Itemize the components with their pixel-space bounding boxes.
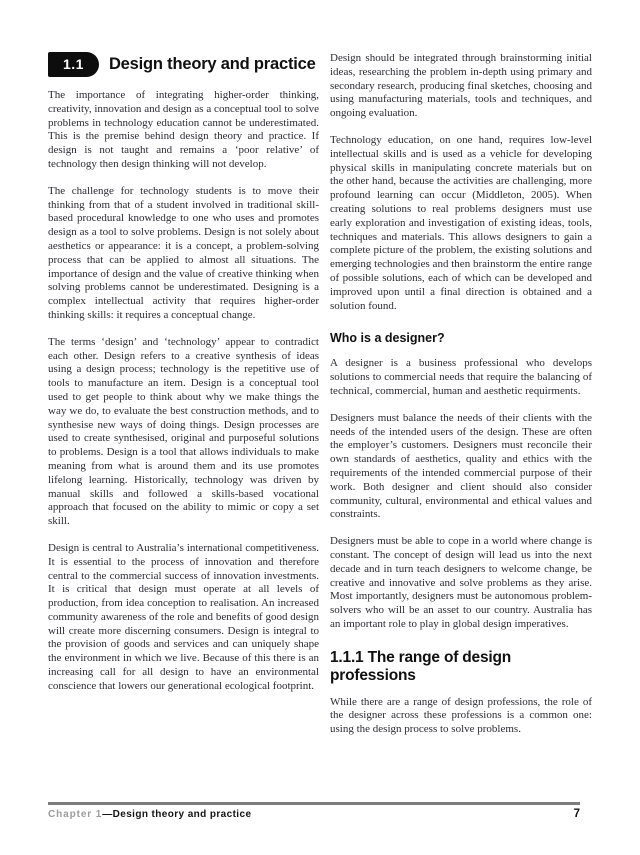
subheading-who-is-a-designer: Who is a designer? [330,331,445,346]
footer [48,808,580,820]
footer-chapter-title: Design theory and practice [112,809,252,820]
paragraph: Design should be integrated through brainstorming initial ideas, researching the problem in-depth using primary and secondary research, producing final sketches, choosing and using manufacturing materials, tools and techniques, and ongoing evaluation. [330,52,592,120]
paragraph: A designer is a business professional who develops solutions to commercial needs that require the balancing of technical, commercial, human and aesthetic requirments. [330,357,592,397]
paragraph: The challenge for technology students is to move their thinking from that of a student involved in traditional skill-based procedural knowledge to one who uses and promotes design as a tool to solve problems. Design is not solely about aesthetics or appearance: it is a concept, a problem-solving process that can be applied to almost all situations. The importance of design and the value of creative thinking when solving problems cannot be underestimated. Designing is a complex intellectual activity that requires higher-order thinking skills: it requires a conceptual change. [48,184,319,321]
paragraph: Designers must be able to cope in a world where change is constant. The concept of design will lead us into the next decade and in turn teach designers to welcome change, be creative and innovative and solve problems as they arise. Most importantly, designers must be autonomous problem-solvers who will be an asset to our country. Australia has an important role to play in global design imperatives. [330,535,592,630]
paragraph: Technology education, on one hand, requires low-level intellectual skills and is used as a vehicle for developing physical skills in manipulating concrete materials but on the other hand, because the activities are challenging, more profound learning can occur (Middleton, 2005). When creating solutions to real problems designers must use early exploration and investigation of existing ideas, tools, techniques and materials. This allows designers to gain a complete picture of the problem, the existing solutions and emerging technologies and then brainstorm the entire range of possible solutions, each of which can be developed and improved upon until a final direction is obtained and a solution found. [330,133,592,312]
left-column [48,52,319,707]
paragraph: While there are a range of design professions, the role of the designer across these professions is a common one: using the design process to solve problems. [330,695,592,736]
section-title: Design theory and practice [108,55,316,73]
footer-page-number: 7 [573,808,580,820]
right-column [330,52,592,750]
footer-chapter-reference [48,809,251,820]
footer-rule [48,802,580,805]
paragraph: Designers must balance the needs of their clients with the needs of the intended users of the design. These are often the employer’s customers. Designers must reconcile their own standards of aesthetics, quality and ethics with the requirements of the intended commercial purpose of their work. Both designer and client should also consider community, cultural, environmental and ethical values and constraints. [330,411,592,521]
section-number-badge: 1.1 [48,52,99,77]
footer-chapter-label: Chapter 1 [48,809,103,820]
footer-separator: — [102,809,113,820]
paragraph: The importance of integrating higher-order thinking, creativity, innovation and design as a conceptual tool to solve problems in technology education cannot be underestimated. This is the premise behind design theory and practice. If design is not taught and remains a ‘poor relative’ of technology then design thinking will not develop. [48,89,319,170]
heading-1-1-1-range-of-design-professions: 1.1.1 The range of design professions [330,648,512,684]
paragraph: Design is central to Australia’s international competitiveness. It is essential to the process of innovation and therefore central to the commercial success of innovation investments. It is critical that design must operate at all levels of production, from idea conception to realisation. An increased community awareness of the role and benefits of good design will create more discerning consumers. Design is integral to the provision of goods and services and can uniquely shape the environment in which we live. Because of this there is an increasing call for all design to have an environmental conscience that lowers our generational ecological footprint. [48,541,319,692]
section-header [48,52,319,77]
paragraph: The terms ‘design’ and ‘technology’ appear to contradict each other. Design refers to a creative synthesis of ideas using a design process; technology is the repetitive use of tools to manufacture an item. Design is a conceptual tool used to get people to think about why we make things the way we do, to evaluate the best construction methods, and to synthesise new ways of doing things. Design processes are used to create synthesised, original and purposeful solutions to problems. Design is a tool that allows individuals to make meaning from what is around them and its use promotes lifelong learning. Historically, technology was driven by manual skills and followed a skills-based vocational approach that focused on the ability to mimic or copy a set skill. [48,335,319,528]
